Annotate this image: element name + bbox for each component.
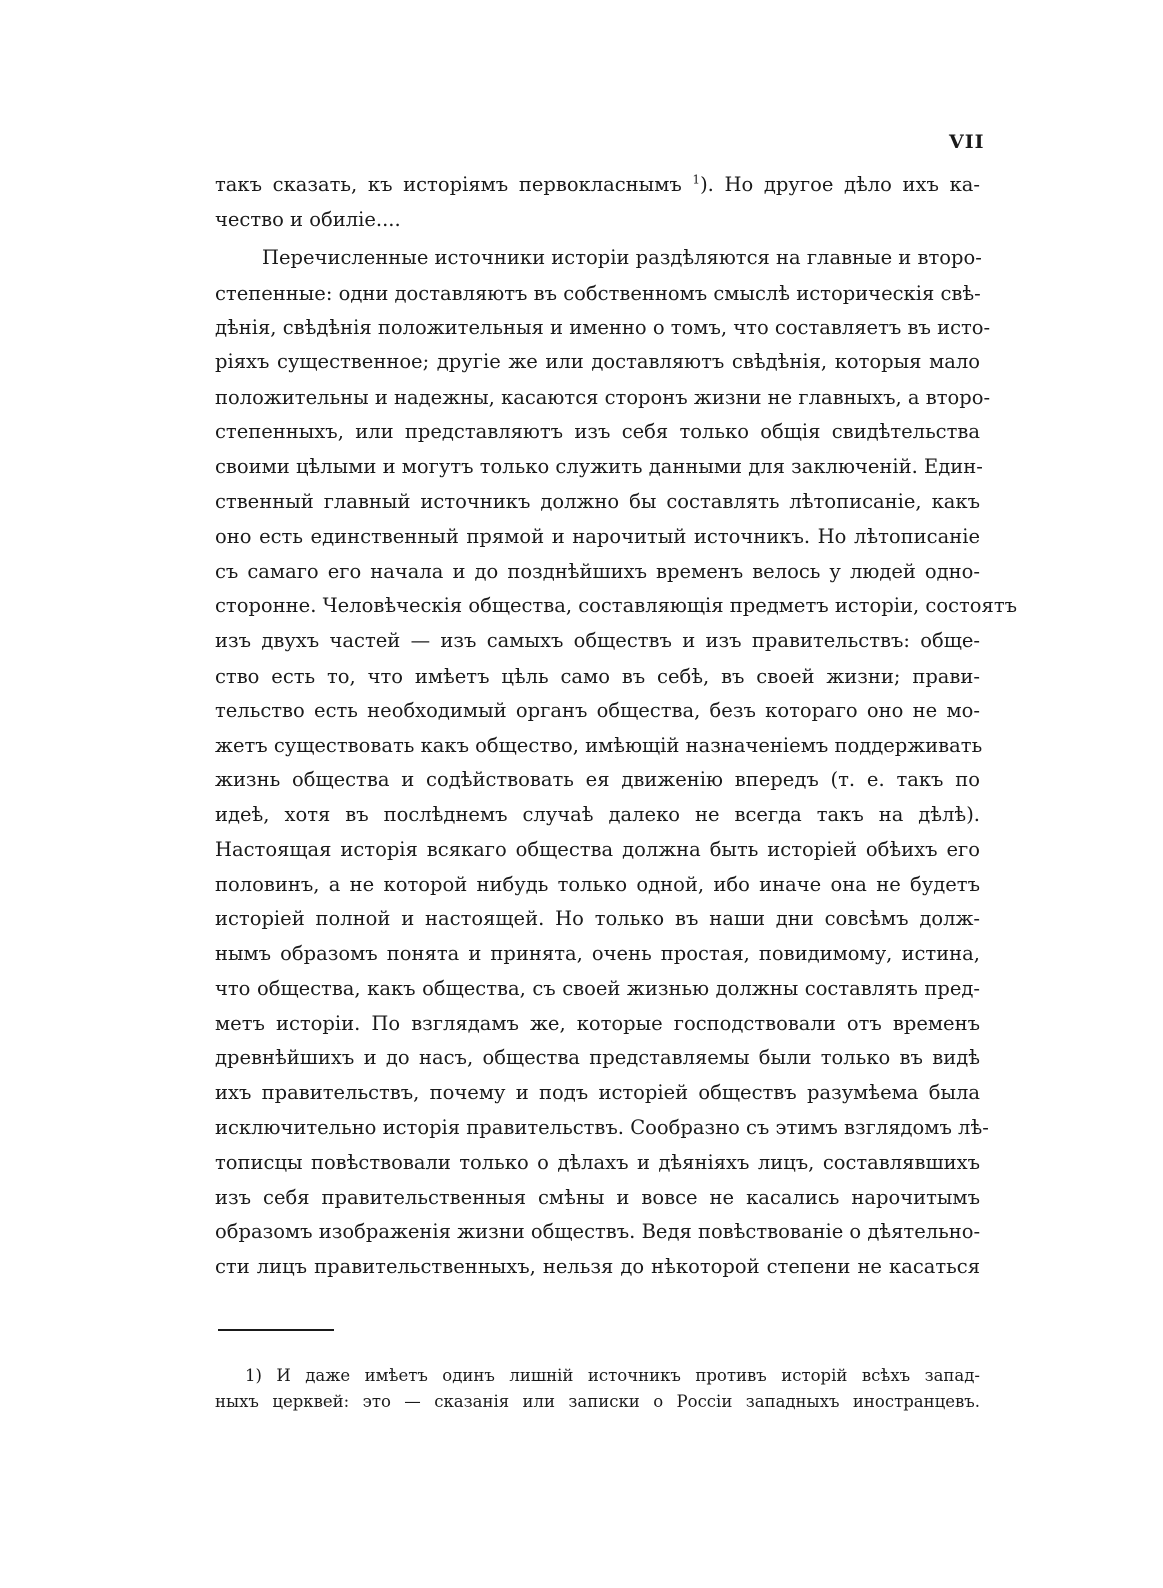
text-line: своими цѣлыми и могутъ только служить данными для заключеній. Един- xyxy=(215,455,983,478)
text-line: изъ двухъ частей — изъ самыхъ обществъ и изъ правительствъ: обще- xyxy=(215,629,980,652)
text-line: дѣнія, свѣдѣнія положительныя и именно о томъ, что составляетъ въ исто- xyxy=(215,316,991,339)
text-line: ихъ правительствъ, почему и подъ исторіей обществъ разумѣема была xyxy=(215,1081,980,1104)
text-line: степенныхъ, или представляютъ изъ себя только общія свидѣтельства xyxy=(215,420,980,443)
text-line xyxy=(215,171,980,199)
text-line: Перечисленные источники исторіи раздѣляются на главные и второ- xyxy=(262,246,982,269)
text-line: съ самаго его начала и до позднѣйшихъ временъ велось у людей одно- xyxy=(215,560,980,583)
text-line: жетъ существовать какъ общество, имѣющій назначеніемъ поддерживать xyxy=(215,734,983,757)
footnote-line: ныхъ церквей: это — сказанія или записки о Россіи западныхъ иностранцевъ. xyxy=(215,1392,980,1411)
text-line: метъ исторіи. По взглядамъ же, которые господствовали отъ временъ xyxy=(215,1012,980,1035)
text-line: древнѣйшихъ и до насъ, общества представляемы были только въ видѣ xyxy=(215,1046,980,1069)
text-line: оно есть единственный прямой и нарочитый источникъ. Но лѣтописаніе xyxy=(215,525,980,548)
text-line: степенные: одни доставляютъ въ собственномъ смыслѣ историческія свѣ- xyxy=(215,282,981,305)
text-line: ріяхъ существенное; другіе же или доставляютъ свѣдѣнія, которыя мало xyxy=(215,350,980,373)
text-line: нымъ образомъ понята и принята, очень простая, повидимому, истина, xyxy=(215,942,980,965)
text-line: половинъ, а не которой нибудь только одной, ибо иначе она не будетъ xyxy=(215,873,980,896)
text-line: Настоящая исторія всякаго общества должна быть исторіей обѣихъ его xyxy=(215,838,980,861)
text-line: ственный главный источникъ должно бы составлять лѣтописаніе, какъ xyxy=(215,490,980,513)
text-line: изъ себя правительственныя смѣны и вовсе не касались нарочитымъ xyxy=(215,1186,980,1209)
text-line: что общества, какъ общества, съ своей жизнью должны составлять пред- xyxy=(215,977,980,1000)
footnote-reference: 1 xyxy=(692,172,701,187)
text-line: образомъ изображенія жизни обществъ. Ведя повѣствованіе о дѣятельно- xyxy=(215,1220,981,1243)
footnote-text: И даже имѣетъ одинъ лишній источникъ противъ исторій всѣхъ запад- xyxy=(276,1366,980,1385)
text-line-start: такъ сказать, къ исторіямъ первокласнымъ xyxy=(215,173,693,196)
footnote-marker: 1) xyxy=(245,1366,262,1385)
page-number: VII xyxy=(949,131,985,153)
footnote-separator xyxy=(218,1329,334,1331)
text-line-end: ). Но другое дѣло ихъ ка- xyxy=(700,173,980,196)
text-line: тописцы повѣствовали только о дѣлахъ и дѣяніяхъ лицъ, составлявшихъ xyxy=(215,1151,980,1174)
text-line: тельство есть необходимый органъ общества, безъ котораго оно не мо- xyxy=(215,699,980,722)
text-line: сти лицъ правительственныхъ, нельзя до нѣкоторой степени не касаться xyxy=(215,1255,980,1278)
text-line: ство есть то, что имѣетъ цѣль само въ себѣ, въ своей жизни; прави- xyxy=(215,665,980,688)
text-line: положительны и надежны, касаются сторонъ жизни не главныхъ, а второ- xyxy=(215,386,991,409)
text-line: жизнь общества и содѣйствовать ея движенію впередъ (т. е. такъ по xyxy=(215,768,980,791)
text-line: сторонне. Человѣческія общества, составляющія предметъ исторіи, состоятъ xyxy=(215,594,1018,617)
text-line: исключительно исторія правительствъ. Сообразно съ этимъ взглядомъ лѣ- xyxy=(215,1116,989,1139)
footnote-line xyxy=(245,1365,980,1387)
text-line: исторіей полной и настоящей. Но только въ наши дни совсѣмъ долж- xyxy=(215,907,980,930)
text-line: идеѣ, хотя въ послѣднемъ случаѣ далеко не всегда такъ на дѣлѣ). xyxy=(215,803,980,826)
text-line: чество и обиліе.... xyxy=(215,208,401,231)
